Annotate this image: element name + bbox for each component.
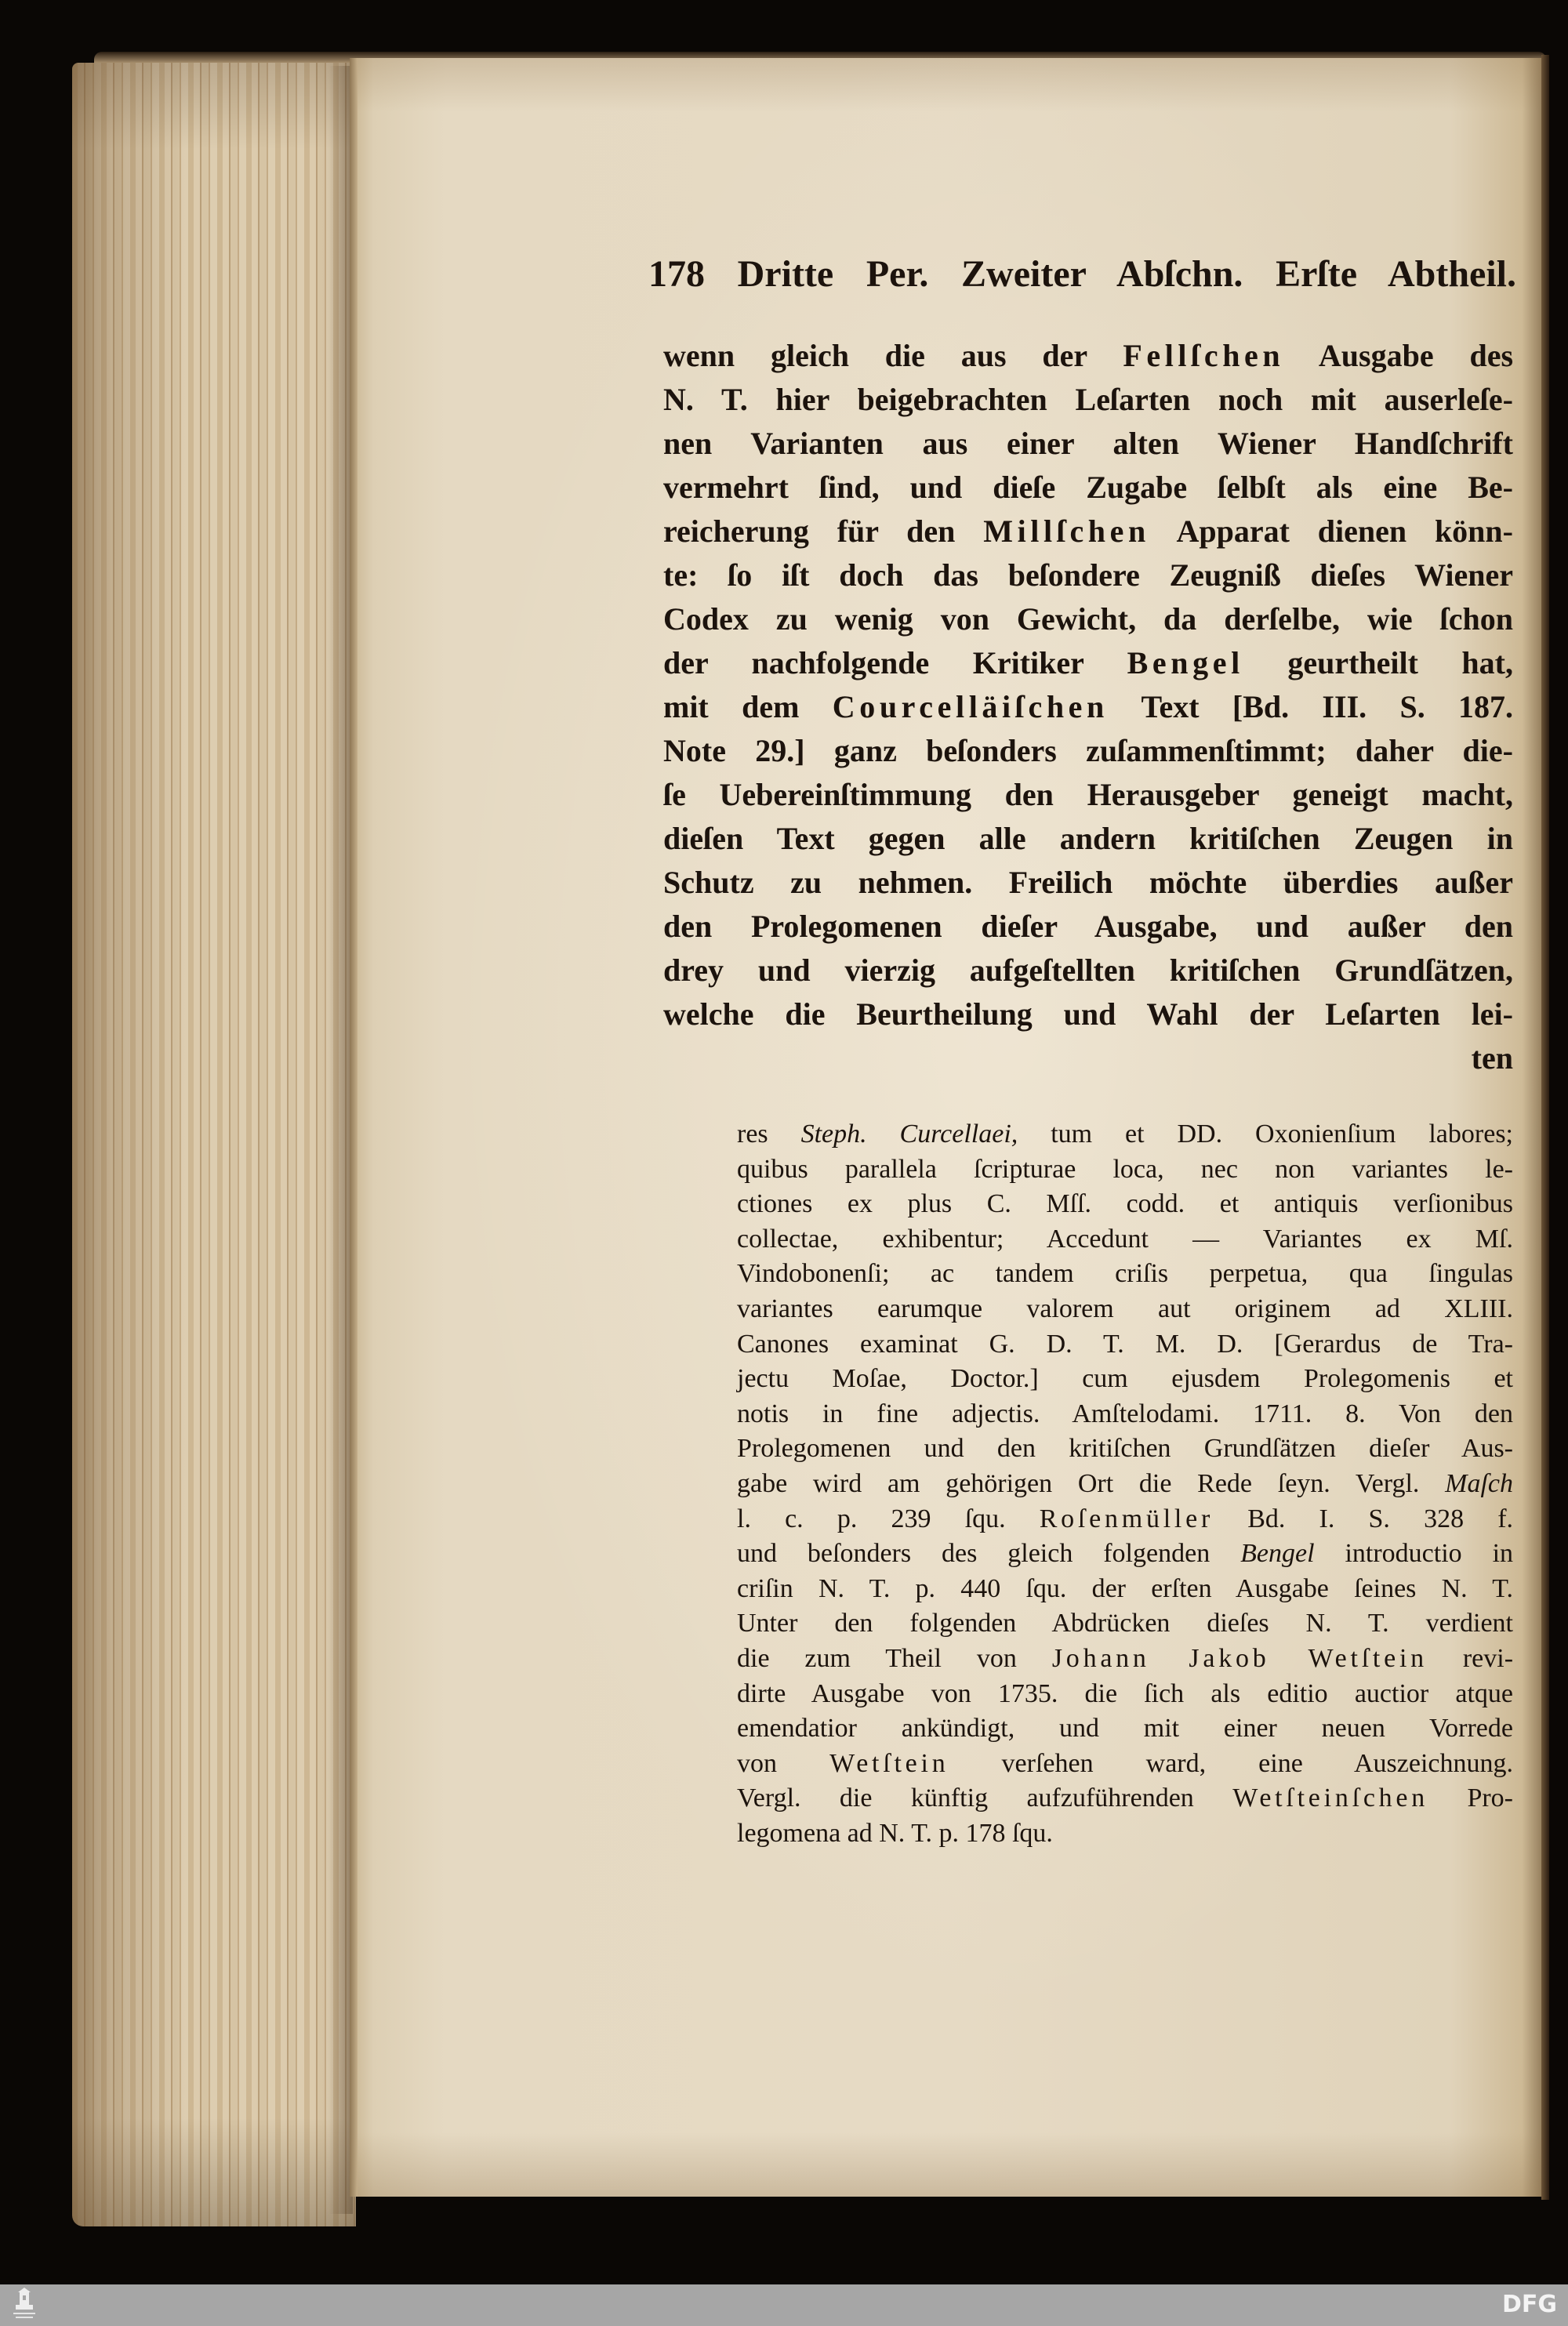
text-run: drey und vierzig aufgeſtellten kritiſchen Grundſätzen, bbox=[663, 953, 1513, 988]
text-run: Ausgabe des bbox=[1318, 338, 1514, 373]
text-run: criſin N. T. p. 440 ſqu. der erſten Ausgabe ſeines N. T. bbox=[737, 1573, 1513, 1603]
italic-name: Bengel bbox=[1240, 1539, 1315, 1569]
italic-name: Maſch bbox=[1445, 1468, 1513, 1498]
text-run: gabe wird am gehörigen Ort die Rede ſeyn. Vergl. bbox=[737, 1468, 1420, 1498]
text-run: dirte Ausgabe von 1735. die ſich als editio auctior atque bbox=[737, 1678, 1513, 1708]
text-run: der nachfolgende Kritiker bbox=[663, 645, 1084, 680]
library-emblem-icon bbox=[11, 2288, 38, 2322]
spaced-name: Johann Jakob Wetſtein bbox=[1051, 1643, 1428, 1673]
footnote-line bbox=[737, 1467, 1513, 1502]
catchword: ten bbox=[1471, 1040, 1513, 1076]
footnote-line bbox=[737, 1432, 1513, 1467]
footnote-line bbox=[737, 1747, 1513, 1782]
text-run: wenn gleich die aus der bbox=[663, 338, 1087, 373]
main-text-line bbox=[663, 861, 1513, 905]
text-run: mit dem bbox=[663, 689, 800, 724]
text-run: revi- bbox=[1462, 1643, 1514, 1673]
text-run: Canones examinat G. D. T. M. D. [Gerardus de Tra- bbox=[737, 1329, 1513, 1359]
spaced-name: Courcelläiſchen bbox=[832, 689, 1109, 724]
footnote-line bbox=[737, 1537, 1513, 1572]
main-text-line bbox=[663, 641, 1513, 685]
footnote bbox=[737, 1117, 1513, 1851]
text-run: und beſonders des gleich folgenden bbox=[737, 1539, 1210, 1569]
main-text-line bbox=[663, 553, 1513, 597]
italic-name: Steph. Curcellaei, bbox=[800, 1119, 1018, 1148]
main-text-line bbox=[663, 334, 1513, 378]
text-run: welche die Beurtheilung und Wahl der Leſarten lei- bbox=[663, 996, 1513, 1032]
page-right-edge bbox=[1541, 55, 1549, 2200]
text-run: Pro- bbox=[1467, 1784, 1514, 1813]
spaced-name: Fellſchen bbox=[1123, 338, 1285, 373]
footnote-line bbox=[737, 1362, 1513, 1397]
text-run: N. T. hier beigebrachten Leſarten noch mit auserleſe- bbox=[663, 382, 1513, 417]
footnote-line bbox=[737, 1292, 1513, 1327]
text-run: Apparat dienen könn- bbox=[1176, 513, 1513, 549]
text-run: quibus parallela ſcripturae loca, nec non variantes le- bbox=[737, 1154, 1513, 1184]
text-run: geurtheilt hat, bbox=[1287, 645, 1513, 680]
text-run: emendatior ankündigt, und mit einer neuen Vorrede bbox=[737, 1714, 1513, 1744]
spaced-name: Roſenmüller bbox=[1039, 1504, 1214, 1533]
text-run: ctiones ex plus C. Mſſ. codd. et antiquis verſionibus bbox=[737, 1189, 1513, 1219]
main-text-line bbox=[663, 949, 1513, 992]
text-run: den Prolegomenen dieſer Ausgabe, und außer den bbox=[663, 909, 1513, 944]
running-title: Dritte Per. Zweiter Abſchn. Erſte Abtheil. bbox=[737, 253, 1517, 295]
running-head bbox=[648, 251, 1516, 298]
spaced-name: Millſchen bbox=[983, 513, 1150, 549]
text-run: Vindobonenſi; ac tandem criſis perpetua, qua ſingulas bbox=[737, 1259, 1513, 1289]
text-run: collectae, exhibentur; Accedunt — Variantes ex Mſ. bbox=[737, 1224, 1513, 1254]
main-text-line bbox=[663, 685, 1513, 729]
text-run: res bbox=[737, 1119, 768, 1148]
footnote-line bbox=[737, 1117, 1513, 1152]
main-text-line bbox=[663, 466, 1513, 510]
text-run: legomena ad N. T. p. 178 ſqu. bbox=[737, 1818, 1053, 1848]
viewer-footer-bar bbox=[0, 2284, 1568, 2326]
footnote-line bbox=[737, 1152, 1513, 1188]
footnote-line bbox=[737, 1642, 1513, 1677]
text-run: l. c. p. 239 ſqu. bbox=[737, 1504, 1006, 1533]
text-run: jectu Moſae, Doctor.] cum ejusdem Prolegomenis et bbox=[737, 1364, 1513, 1394]
page-gutter bbox=[350, 58, 358, 2197]
footnote-line bbox=[737, 1606, 1513, 1642]
text-run: reicherung für den bbox=[663, 513, 956, 549]
text-run: verſehen ward, eine Auszeichnung. bbox=[1001, 1748, 1513, 1778]
dfg-logo: DFG bbox=[1501, 2291, 1557, 2318]
text-run: Text [Bd. III. S. 187. bbox=[1141, 689, 1514, 724]
text-run: Vergl. die künftig aufzuführenden bbox=[737, 1784, 1194, 1813]
footnote-line bbox=[737, 1677, 1513, 1712]
footnote-line bbox=[737, 1572, 1513, 1607]
text-run: introductio in bbox=[1345, 1539, 1514, 1569]
text-run: tum et DD. Oxonienſium labores; bbox=[1051, 1119, 1513, 1148]
text-run: vermehrt ſind, und dieſe Zugabe ſelbſt als eine Be- bbox=[663, 470, 1513, 505]
text-run: Codex zu wenig von Gewicht, da derſelbe, wie ſchon bbox=[663, 601, 1513, 637]
text-run: Prolegomenen und den kritiſchen Grundſätzen dieſer Aus- bbox=[737, 1434, 1513, 1464]
footnote-line bbox=[737, 1327, 1513, 1363]
footnote-line bbox=[737, 1781, 1513, 1816]
main-text-line bbox=[663, 817, 1513, 861]
text-run: von bbox=[737, 1748, 777, 1778]
footnote-line bbox=[737, 1816, 1513, 1852]
spaced-name: Bengel bbox=[1127, 645, 1244, 680]
text-run: Schutz zu nehmen. Freilich möchte überdies außer bbox=[663, 865, 1513, 900]
text-run: dieſen Text gegen alle andern kritiſchen Zeugen in bbox=[663, 821, 1513, 856]
main-text-line bbox=[663, 378, 1513, 422]
spaced-name: Wetſteinſchen bbox=[1232, 1784, 1429, 1813]
footnote-line bbox=[737, 1222, 1513, 1257]
footnote-line bbox=[737, 1502, 1513, 1537]
text-run: variantes earumque valorem aut originem ad XLIII. bbox=[737, 1294, 1513, 1323]
text-run: ſe Uebereinſtimmung den Herausgeber geneigt macht, bbox=[663, 777, 1513, 812]
footnote-line bbox=[737, 1257, 1513, 1292]
page-number: 178 bbox=[648, 253, 705, 295]
main-text-line bbox=[663, 992, 1513, 1036]
main-text-line bbox=[663, 729, 1513, 773]
main-text-line bbox=[663, 510, 1513, 553]
main-text-line bbox=[663, 905, 1513, 949]
text-run: Unter den folgenden Abdrücken dieſes N. T. verdient bbox=[737, 1609, 1513, 1638]
text-run: Note 29.] ganz beſonders zuſammenſtimmt; daher die- bbox=[663, 733, 1513, 768]
text-run: nen Varianten aus einer alten Wiener Handſchrift bbox=[663, 426, 1513, 461]
text-run: Bd. I. S. 328 f. bbox=[1247, 1504, 1514, 1533]
main-text-line bbox=[663, 422, 1513, 466]
main-text bbox=[663, 334, 1513, 1080]
spaced-name: Wetſtein bbox=[829, 1748, 949, 1778]
page-edge-stack bbox=[72, 63, 356, 2226]
text-run: die zum Theil von bbox=[737, 1643, 1017, 1673]
main-text-line bbox=[663, 773, 1513, 817]
text-run: te: ſo iſt doch das beſondere Zeugniß dieſes Wiener bbox=[663, 557, 1513, 593]
text-run: notis in fine adjectis. Amſtelodami. 1711. 8. Von den bbox=[737, 1399, 1513, 1428]
footnote-line bbox=[737, 1711, 1513, 1747]
main-text-line bbox=[663, 597, 1513, 641]
footnote-line bbox=[737, 1187, 1513, 1222]
footnote-line bbox=[737, 1397, 1513, 1432]
